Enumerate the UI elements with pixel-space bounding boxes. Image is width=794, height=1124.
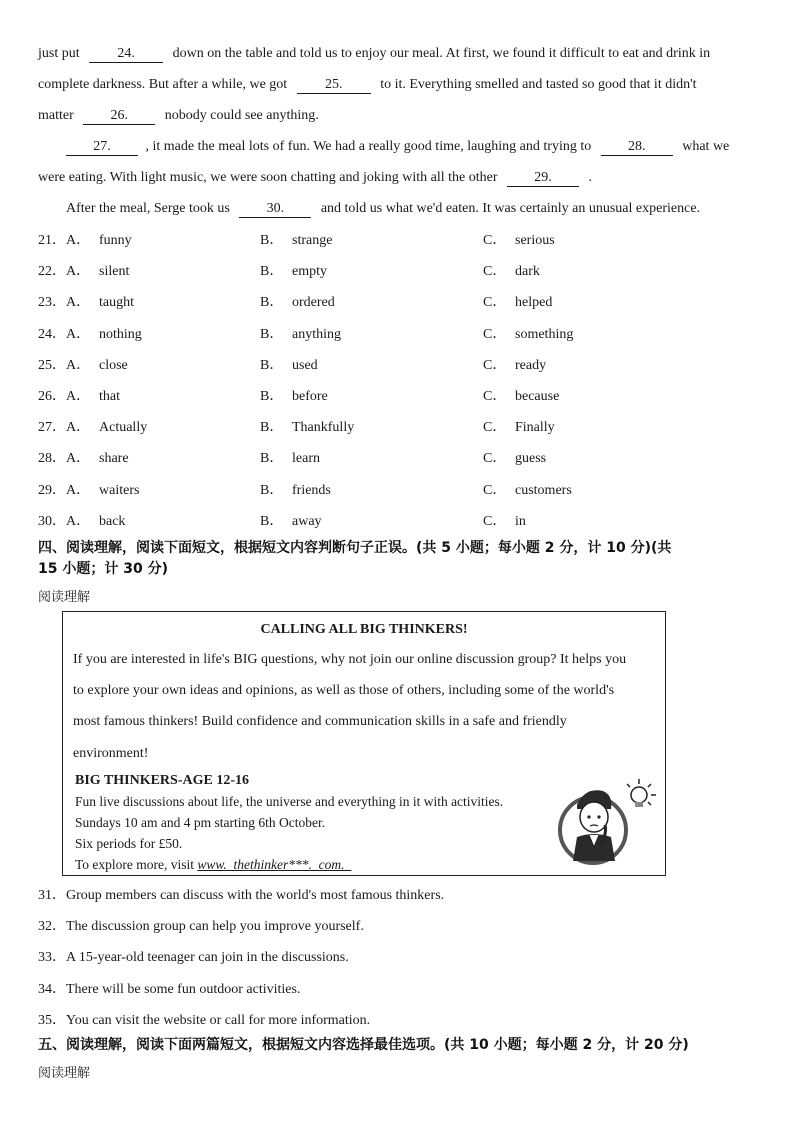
option-a[interactable]: back bbox=[99, 513, 126, 529]
passage-line-4 bbox=[66, 137, 729, 157]
option-c-label: C． bbox=[483, 482, 507, 498]
option-row bbox=[38, 449, 758, 469]
option-row bbox=[38, 231, 758, 251]
option-a[interactable]: Actually bbox=[99, 420, 148, 436]
option-b[interactable]: away bbox=[292, 513, 322, 529]
option-b[interactable]: ordered bbox=[292, 295, 335, 311]
statement-item: 32．The discussion group can help you improve yourself. bbox=[38, 919, 364, 935]
section-5-heading: 五、阅读理解，阅读下面两篇短文，根据短文内容选择最佳选项。(共 10 小题；每小题 2 分，计 20 分) bbox=[38, 1037, 689, 1053]
ad-detail-4 bbox=[75, 857, 351, 873]
ad-detail-3: Six periods for £50. bbox=[75, 836, 183, 851]
option-row bbox=[38, 512, 758, 532]
option-row bbox=[38, 387, 758, 407]
option-b-label: B． bbox=[260, 357, 284, 373]
option-a[interactable]: share bbox=[99, 451, 129, 467]
option-c[interactable]: customers bbox=[515, 482, 572, 498]
option-b-label: B． bbox=[260, 482, 284, 498]
option-b[interactable]: friends bbox=[292, 482, 331, 498]
text: just put bbox=[38, 46, 80, 61]
option-c-label: C． bbox=[483, 357, 507, 373]
statement-item: 34．There will be some fun outdoor activities. bbox=[38, 981, 301, 997]
option-c[interactable]: serious bbox=[515, 233, 555, 248]
thinker-illustration-icon bbox=[555, 775, 670, 870]
text: , it made the meal lots of fun. We had a really good time, laughing and trying to bbox=[145, 139, 592, 154]
option-b[interactable]: Thankfully bbox=[292, 420, 355, 436]
option-b[interactable]: learn bbox=[292, 451, 320, 467]
website-link[interactable]: www._thethinker***._com._ bbox=[197, 857, 352, 872]
option-b[interactable]: strange bbox=[292, 233, 333, 248]
section-4-sub: 阅读理解 bbox=[38, 590, 91, 605]
ad-p3: most famous thinkers! Build confidence and communication skills in a safe and friendly bbox=[73, 714, 567, 729]
option-b[interactable]: before bbox=[292, 389, 328, 404]
text: to it. Everything smelled and tasted so good that it didn't bbox=[380, 77, 697, 92]
statement-item: 31．Group members can discuss with the world's most famous thinkers. bbox=[38, 888, 445, 903]
option-c-label: C． bbox=[483, 451, 507, 467]
option-b-label: B． bbox=[260, 326, 284, 342]
passage-line-1 bbox=[38, 44, 710, 64]
section-5-sub: 阅读理解 bbox=[38, 1066, 91, 1081]
blank-27[interactable]: 27. bbox=[66, 139, 138, 156]
question-number: 28．A． bbox=[38, 451, 91, 467]
blank-28[interactable]: 28. bbox=[601, 139, 673, 156]
text: what we bbox=[682, 139, 730, 154]
ad-detail-2: Sundays 10 am and 4 pm starting 6th October. bbox=[75, 815, 326, 830]
passage-line-5 bbox=[38, 168, 592, 188]
text: down on the table and told us to enjoy our meal. At first, we found it difficult to eat and drink in bbox=[172, 46, 711, 61]
question-number: 30．A． bbox=[38, 513, 91, 529]
ad-p2: to explore your own ideas and opinions, as well as those of others, including some of the world's bbox=[73, 683, 615, 698]
option-a[interactable]: nothing bbox=[99, 326, 142, 342]
section-4-heading-1: 四、阅读理解，阅读下面短文，根据短文内容判断句子正误。(共 5 小题；每小题 2 分，计 10 分)(共 bbox=[38, 540, 672, 556]
option-a[interactable]: taught bbox=[99, 295, 134, 311]
option-row bbox=[38, 325, 758, 345]
blank-29[interactable]: 29. bbox=[507, 170, 579, 187]
passage-line-2 bbox=[38, 75, 697, 95]
passage-line-3 bbox=[38, 106, 319, 126]
option-b[interactable]: anything bbox=[292, 326, 341, 342]
option-c[interactable]: guess bbox=[515, 451, 547, 467]
text: were eating. With light music, we were soon chatting and joking with all the other bbox=[38, 170, 498, 185]
statement-item: 33．A 15-year-old teenager can join in the discussions. bbox=[38, 950, 349, 966]
option-c[interactable]: helped bbox=[515, 295, 553, 311]
option-b[interactable]: empty bbox=[292, 264, 327, 280]
option-b-label: B． bbox=[260, 264, 284, 280]
option-c-label: C． bbox=[483, 513, 507, 529]
option-c-label: C． bbox=[483, 264, 507, 280]
option-c-label: C． bbox=[483, 420, 507, 436]
section-4-heading-2: 15 小题；计 30 分) bbox=[38, 561, 168, 577]
text: nobody could see anything. bbox=[164, 108, 319, 123]
option-b-label: B． bbox=[260, 233, 284, 248]
visit-label: To explore more, visit bbox=[75, 857, 195, 872]
option-b-label: B． bbox=[260, 451, 284, 467]
option-row bbox=[38, 418, 758, 438]
ad-p4: environment! bbox=[73, 746, 149, 761]
text: . bbox=[588, 170, 593, 185]
text: complete darkness. But after a while, we got bbox=[38, 77, 288, 92]
option-a[interactable]: close bbox=[99, 357, 128, 373]
option-b-label: B． bbox=[260, 295, 284, 311]
question-number: 24．A． bbox=[38, 326, 91, 342]
blank-30[interactable]: 30. bbox=[239, 201, 311, 218]
option-b-label: B． bbox=[260, 420, 284, 436]
option-c[interactable]: ready bbox=[515, 357, 547, 373]
option-a[interactable]: funny bbox=[99, 233, 132, 248]
ad-p1: If you are interested in life's BIG questions, why not join our online discussion group? It helps you bbox=[73, 652, 627, 667]
option-c-label: C． bbox=[483, 233, 507, 248]
blank-24[interactable]: 24. bbox=[89, 46, 163, 63]
option-b-label: B． bbox=[260, 389, 284, 404]
blank-25[interactable]: 25. bbox=[297, 77, 371, 94]
ad-subtitle: BIG THINKERS-AGE 12-16 bbox=[75, 773, 249, 788]
text: After the meal, Serge took us bbox=[66, 201, 230, 216]
option-a[interactable]: silent bbox=[99, 264, 130, 280]
question-number: 22．A． bbox=[38, 264, 91, 280]
question-number: 29．A． bbox=[38, 482, 91, 498]
statement-item: 35．You can visit the website or call for more information. bbox=[38, 1012, 371, 1028]
option-c[interactable]: something bbox=[515, 326, 574, 342]
option-a[interactable]: that bbox=[99, 389, 120, 404]
blank-26[interactable]: 26. bbox=[83, 108, 155, 125]
question-number: 21．A． bbox=[38, 233, 91, 248]
option-c-label: C． bbox=[483, 295, 507, 311]
question-number: 23．A． bbox=[38, 295, 91, 311]
option-row bbox=[38, 262, 758, 282]
option-row bbox=[38, 356, 758, 376]
question-number: 25．A． bbox=[38, 357, 91, 373]
option-c[interactable]: Finally bbox=[515, 420, 555, 436]
option-row bbox=[38, 293, 758, 313]
option-c-label: C． bbox=[483, 389, 507, 404]
question-number: 26．A． bbox=[38, 389, 91, 404]
option-c[interactable]: dark bbox=[515, 264, 540, 280]
option-c-label: C． bbox=[483, 326, 507, 342]
text: and told us what we'd eaten. It was certainly an unusual experience. bbox=[320, 201, 701, 216]
option-row bbox=[38, 481, 758, 501]
option-b-label: B． bbox=[260, 513, 284, 529]
ad-title: CALLING ALL BIG THINKERS! bbox=[260, 622, 468, 637]
option-b[interactable]: used bbox=[292, 357, 318, 373]
question-number: 27．A． bbox=[38, 420, 91, 436]
option-c[interactable]: because bbox=[515, 389, 560, 404]
option-a[interactable]: waiters bbox=[99, 482, 140, 498]
option-c[interactable]: in bbox=[515, 513, 526, 529]
passage-line-6 bbox=[66, 199, 700, 219]
text: matter bbox=[38, 108, 74, 123]
ad-detail-1: Fun live discussions about life, the universe and everything in it with activities. bbox=[75, 794, 504, 809]
